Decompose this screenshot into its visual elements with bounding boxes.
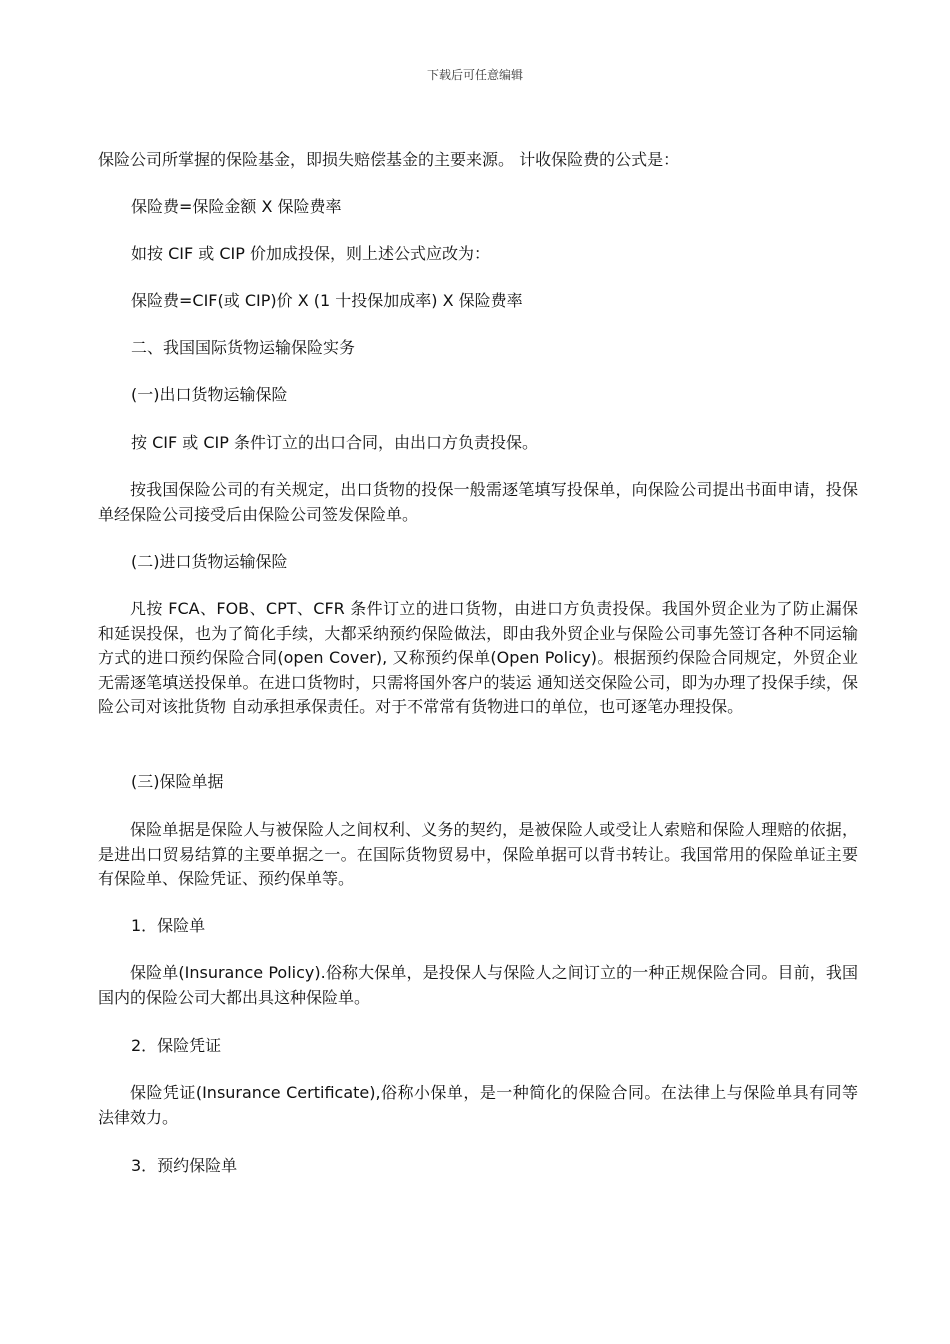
subheading-import-insurance: (二)进口货物运输保险 bbox=[131, 552, 288, 571]
text-line-formula: 保险费=保险金额 X 保险费率 bbox=[131, 197, 342, 216]
item-heading-open-policy: 3．预约保险单 bbox=[131, 1156, 238, 1175]
paragraph-import-insurance: 凡按 FCA、FOB、CPT、CFR 条件订立的进口货物，由进口方负责投保。我国外贸企业为了防止漏保和延误投保，也为了简化手续，大都采纳预约保险做法，即由我外贸企业与保险公司事先签订各种不同运输方式的进口预约保险合同(open Cover), 又称预约保单(Open Policy)。根据预约保险合同规定，外贸企业无需逐笔填送投保单。在进口货物时，只需将国外客户的装运 通知送交保险公司，即为办理了投保手续，保险公司对该批货物 自动承担承保责任。对于不常常有货物进口的单位，也可逐笔办理投保。 bbox=[98, 599, 858, 716]
page-header: 下载后可任意编辑 bbox=[426, 68, 523, 82]
text-line-cif-cip-note: 如按 CIF 或 CIP 价加成投保，则上述公式应改为： bbox=[131, 244, 490, 263]
text-line-premium-source: 保险公司所掌握的保险基金，即损失赔偿基金的主要来源。 计收保险费的公式是： bbox=[98, 150, 680, 169]
paragraph-insurance-policy: 保险单(Insurance Policy).俗称大保单，是投保人与保险人之间订立的一种正规保险合同。目前，我国国内的保险公司大都出具这种保险单。 bbox=[98, 963, 858, 1007]
subheading-insurance-documents: (三)保险单据 bbox=[131, 772, 224, 791]
paragraph-insurance-certificate: 保险凭证(Insurance Certificate),俗称小保单，是一种简化的保险合同。在法律上与保险单具有同等法律效力。 bbox=[98, 1083, 858, 1127]
item-heading-insurance-policy: 1．保险单 bbox=[131, 916, 206, 935]
text-line-export-contract: 按 CIF 或 CIP 条件订立的出口合同，由出口方负责投保。 bbox=[131, 433, 538, 452]
paragraph-export-procedure: 按我国保险公司的有关规定，出口货物的投保一般需逐笔填写投保单，向保险公司提出书面申请，投保单经保险公司接受后由保险公司签发保险单。 bbox=[98, 480, 858, 524]
text-line-formula-cif: 保险费=CIF(或 CIP)价 X (1 十投保加成率) X 保险费率 bbox=[131, 291, 523, 310]
paragraph-insurance-documents: 保险单据是保险人与被保险人之间权利、义务的契约，是被保险人或受让人索赔和保险人理赔的依据，是进出口贸易结算的主要单据之一。在国际货物贸易中，保险单据可以背书转让。我国常用的保险单证主要有保险单、保险凭证、预约保单等。 bbox=[98, 820, 858, 888]
subheading-export-insurance: (一)出口货物运输保险 bbox=[131, 385, 288, 404]
item-heading-insurance-certificate: 2．保险凭证 bbox=[131, 1036, 222, 1055]
section-heading-practice: 二、我国国际货物运输保险实务 bbox=[131, 338, 356, 357]
